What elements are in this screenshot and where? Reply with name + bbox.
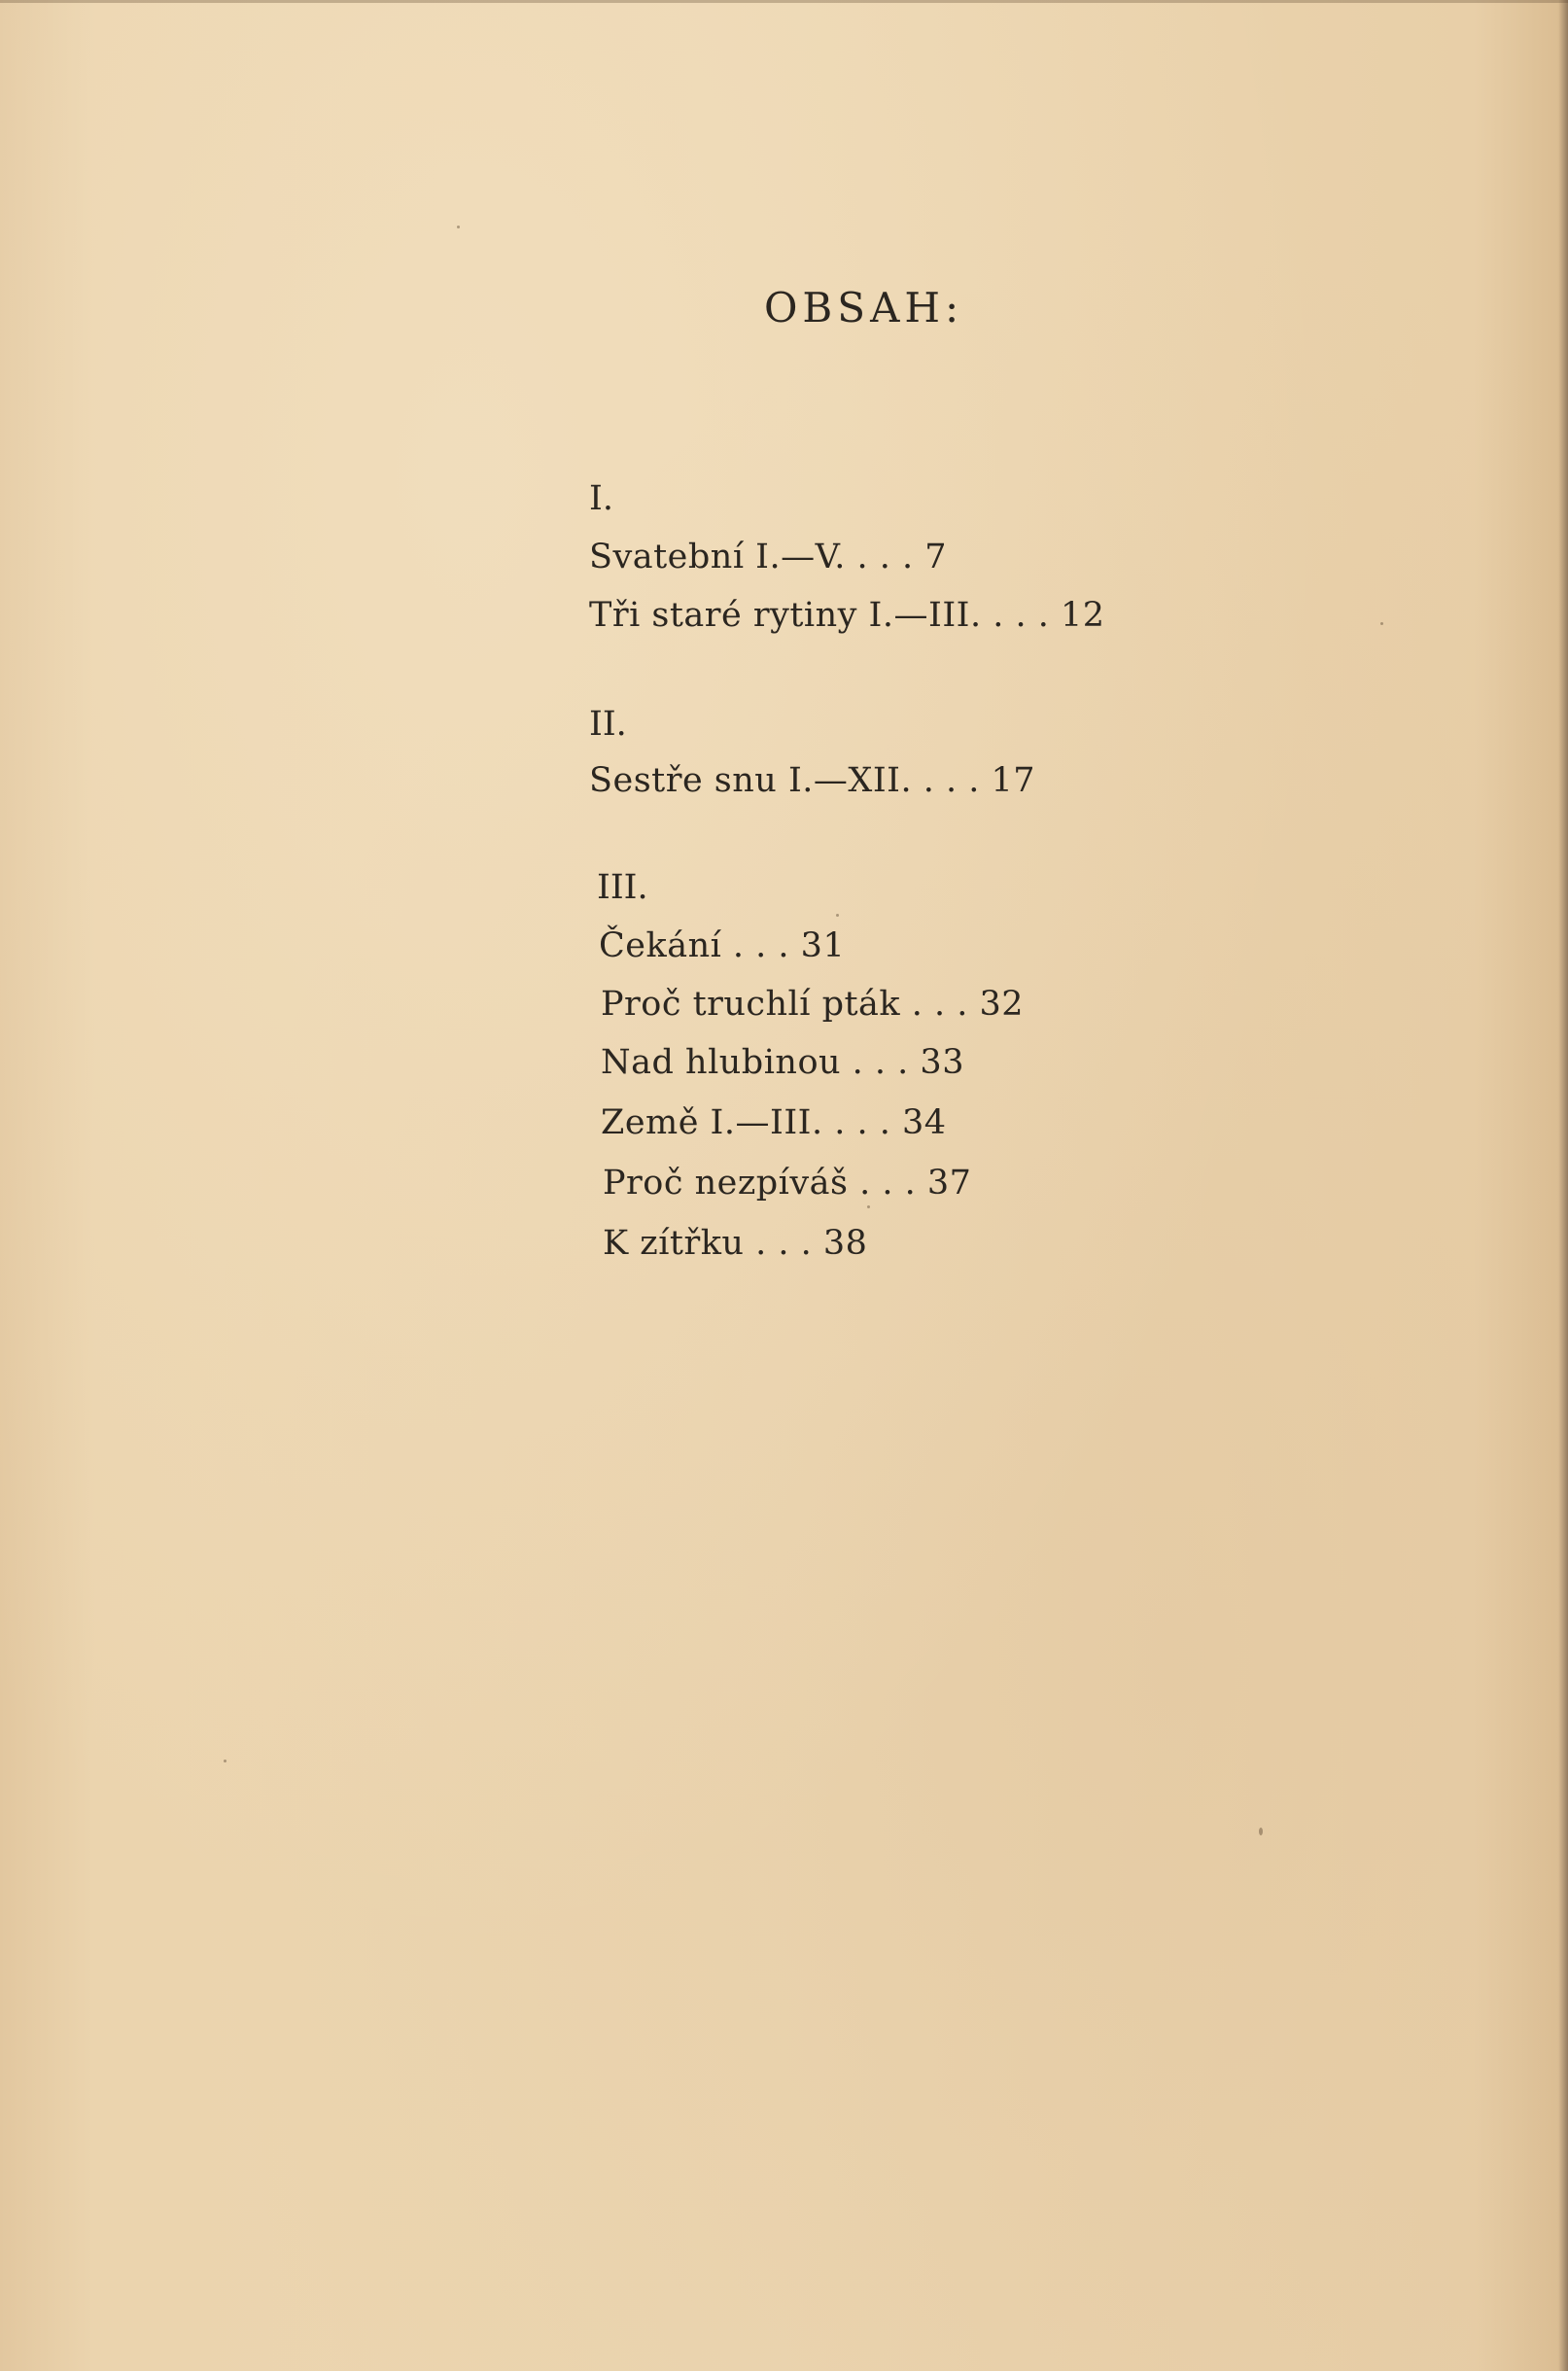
table-of-contents (589, 0, 1270, 2371)
page-right-edge (1558, 0, 1568, 2371)
toc-entry: Proč truchlí pták . . . 32 (601, 985, 1025, 1024)
toc-entry: Země I.—III. . . . 34 (601, 1103, 947, 1142)
toc-entry: K zítřku . . . 38 (603, 1224, 868, 1263)
toc-entry: Nad hlubinou . . . 33 (601, 1043, 964, 1082)
section-heading: III. (597, 868, 648, 907)
page-title: OBSAH: (764, 284, 964, 331)
paper-speck (1380, 622, 1383, 625)
toc-entry: Tři staré rytiny I.—III. . . . 12 (589, 596, 1105, 635)
section-heading: II. (589, 705, 627, 744)
paper-speck (224, 1760, 226, 1762)
toc-entry: Svatební I.—V. . . . 7 (589, 538, 948, 576)
toc-entry: Proč nezpíváš . . . 37 (603, 1164, 972, 1203)
section-heading: I. (589, 479, 613, 518)
toc-entry: Sestře snu I.—XII. . . . 17 (589, 761, 1036, 800)
paper-speck (457, 226, 460, 228)
toc-entry: Čekání . . . 31 (599, 926, 846, 965)
